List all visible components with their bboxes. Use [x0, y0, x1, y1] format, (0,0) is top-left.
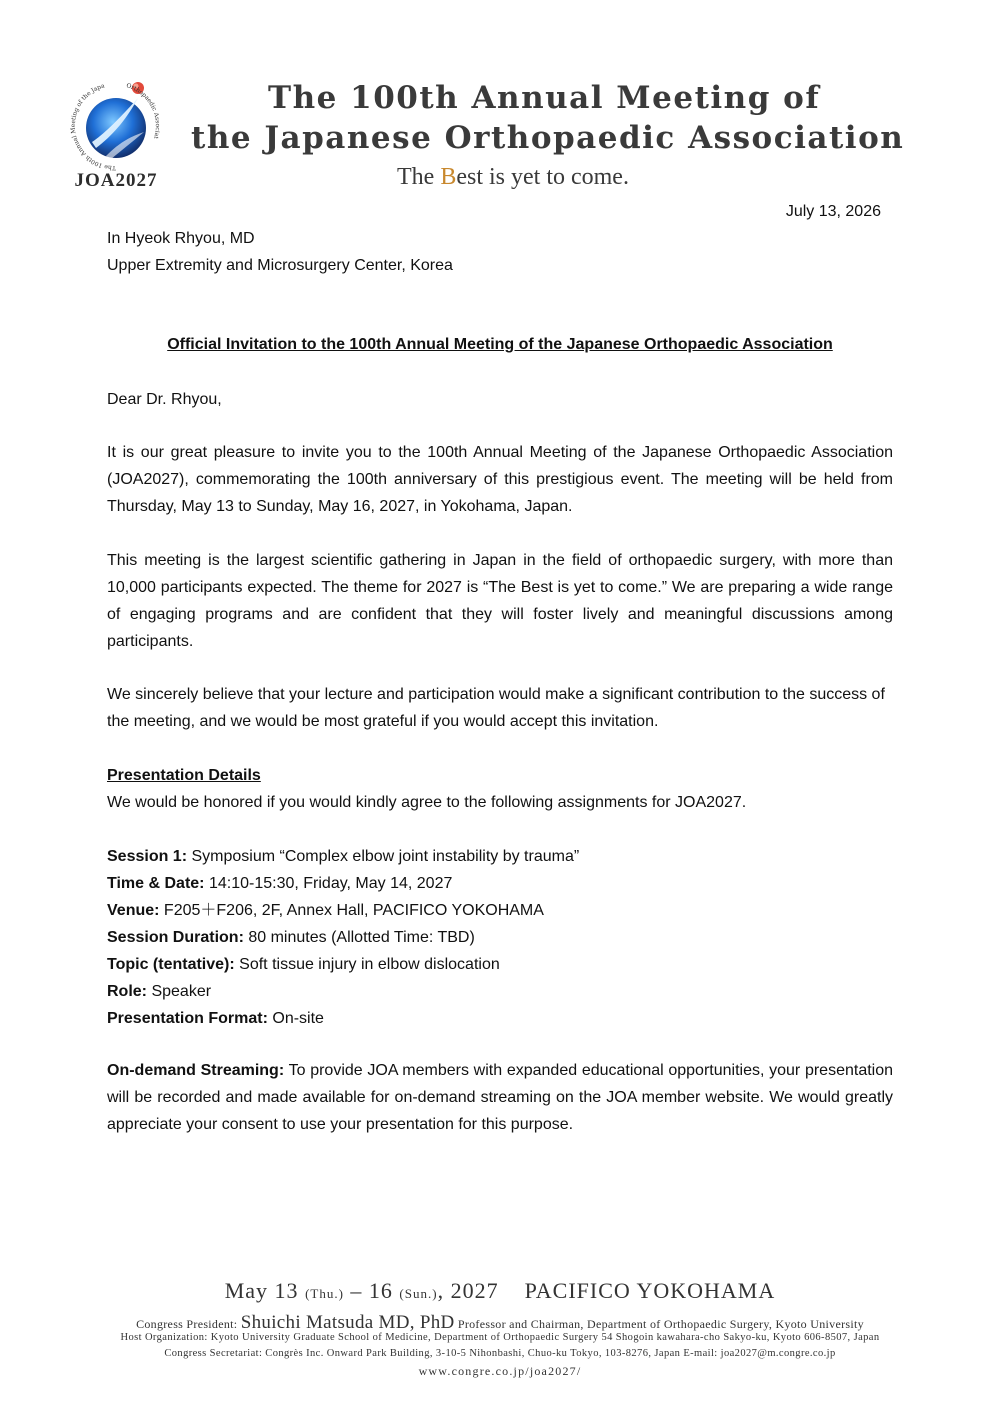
tagline-post: est is yet to come. [456, 164, 629, 190]
logo-label: JOA2027 [74, 170, 158, 191]
tagline-accent: B [440, 164, 457, 190]
footer-website-link[interactable]: www.congre.co.jp/joa2027/ [418, 1364, 582, 1378]
meeting-title-line2: the Japanese Orthopaedic Association [191, 120, 905, 156]
detail-value: Speaker [151, 983, 212, 1000]
detail-row-venue [107, 897, 579, 924]
footer-secretariat: Congress Secretariat: Congrès Inc. Onward Park Building, 3-10-5 Nihonbashi, Chuo-ku Tokyo, 103-8276, Japan E-mail: joa2027@m.congre.co.jp [164, 1348, 836, 1359]
footer-president-label: Congress President: [136, 1317, 238, 1331]
footer-host-organization: Host Organization: Kyoto University Graduate School of Medicine, Department of Orthopaedic Surgery 54 Shogoin kawahara-cho Sakyo-ku, Kyoto 606-8507, Japan [120, 1332, 880, 1343]
salutation: Dear Dr. Rhyou, [107, 391, 222, 408]
detail-row-format [107, 1005, 579, 1032]
footer-year: , 2027 [437, 1278, 499, 1303]
footer-date-end: – 16 [350, 1278, 393, 1303]
streaming-text: To provide JOA members with expanded educational opportunities, your presentation will be recorded and made available for on-demand streaming on the JOA member website. We would greatly appreciate your consent to use your presentation for this purpose. [107, 1062, 894, 1133]
footer-day-sun: (Sun.) [399, 1286, 438, 1301]
tagline [397, 164, 629, 191]
streaming-label: On-demand Streaming: [107, 1062, 285, 1079]
detail-value: 80 minutes (Allotted Time: TBD) [248, 929, 475, 946]
detail-row-topic [107, 951, 579, 978]
detail-row-duration [107, 924, 579, 951]
meeting-title-line1: The 100th Annual Meeting of [268, 80, 821, 116]
footer-venue: PACIFICO YOKOHAMA [524, 1278, 776, 1303]
detail-value: Symposium “Complex elbow joint instability by trauma” [191, 848, 580, 865]
detail-value: F205＋F206, 2F, Annex Hall, PACIFICO YOKOHAMA [163, 902, 544, 919]
presentation-details-heading: Presentation Details [107, 767, 261, 784]
detail-value: On-site [272, 1010, 324, 1027]
footer-president [0, 1312, 1000, 1334]
detail-value: Soft tissue injury in elbow dislocation [239, 956, 500, 973]
logo-ring-left-text: The 100th Annual Meeting of the Japa [69, 82, 117, 172]
detail-row-time [107, 870, 579, 897]
footer-dates-venue [0, 1278, 1000, 1304]
recipient-organization: Upper Extremity and Microsurgery Center, Korea [107, 257, 453, 274]
footer-president-title: Professor and Chairman, Department of Orthopaedic Surgery, Kyoto University [457, 1317, 864, 1331]
detail-row-role [107, 978, 579, 1005]
detail-label: Role: [107, 983, 147, 1000]
paragraph-3: We sincerely believe that your lecture and participation would make a significant contribution to the success of the meeting, and we would be most grateful if you would accept this invitation. [107, 686, 885, 730]
detail-label: Topic (tentative): [107, 956, 235, 973]
footer-president-name: Shuichi Matsuda MD, PhD [240, 1312, 455, 1333]
detail-label: Presentation Format: [107, 1010, 268, 1027]
detail-label: Venue: [107, 902, 160, 919]
presentation-details-intro: We would be honored if you would kindly agree to the following assignments for JOA2027. [107, 794, 747, 811]
joa-logo [66, 76, 166, 194]
letter-date: July 13, 2026 [785, 203, 881, 220]
streaming-paragraph [107, 1057, 893, 1138]
detail-label: Session 1: [107, 848, 188, 865]
globe-logo-icon [66, 76, 166, 172]
detail-row-session [107, 843, 579, 870]
logo-ring-right-text: Orthopaedic Associat [125, 82, 161, 140]
paragraph-1: It is our great pleasure to invite you to the 100th Annual Meeting of the Japanese Orthopaedic Association (JOA2027), commemorating the 100th anniversary of this prestigious event. The meeting will be held from Thursday, May 13 to Sunday, May 16, 2027, in Yokohama, Japan. [107, 444, 893, 515]
tagline-pre: The [397, 164, 441, 190]
footer-day-thu: (Thu.) [305, 1286, 344, 1301]
invitation-heading: Official Invitation to the 100th Annual Meeting of the Japanese Orthopaedic Association [167, 336, 833, 353]
detail-label: Session Duration: [107, 929, 244, 946]
detail-value: 14:10-15:30, Friday, May 14, 2027 [208, 875, 453, 892]
recipient-name: In Hyeok Rhyou, MD [107, 230, 255, 247]
paragraph-2: This meeting is the largest scientific gathering in Japan in the field of orthopaedic surgery, with more than 10,000 participants expected. The theme for 2027 is “The Best is yet to come.” We are preparing a wide range of engaging programs and are confident that they will foster lively and meaningful discussions among participants. [107, 552, 893, 650]
detail-label: Time & Date: [107, 875, 205, 892]
details-list [107, 843, 579, 1032]
footer-date-start: May 13 [224, 1278, 299, 1303]
